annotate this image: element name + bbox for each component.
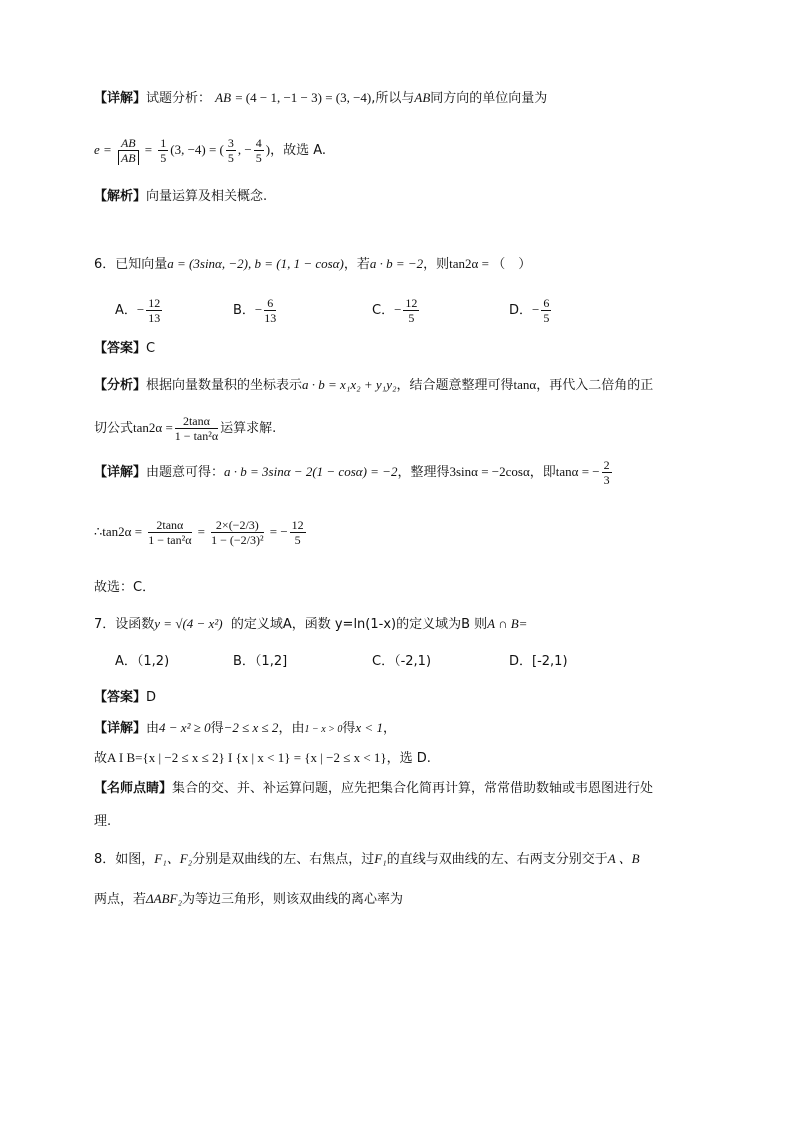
e-lhs: e = bbox=[94, 142, 112, 157]
q6-option-c: C．− $\frac{12}{5}$ bbox=[372, 296, 418, 325]
q6-final-lhs: ∴tan2α = bbox=[94, 524, 143, 539]
vector-ab: AB bbox=[215, 90, 232, 105]
q6-fenxi-tan: tanα bbox=[513, 377, 537, 392]
frac-1-5: $\frac{1}{5}$ bbox=[160, 136, 167, 165]
q6-conclusion bbox=[94, 578, 155, 598]
detail-label: 【详解】 bbox=[94, 91, 147, 106]
q6-fenxi-a: 根据向量数量积的坐标表示 bbox=[146, 378, 303, 393]
q7-mingshi-line1: 【名师点睛】集合的交、并、补运算问题，应先把集合化简再计算，常常借助数轴或韦恩图进行处 bbox=[94, 781, 654, 796]
q6-final-line bbox=[94, 518, 308, 547]
q5-unit-vector-line bbox=[94, 136, 326, 165]
q5-analysis-text: 向量运算及相关概念. bbox=[146, 189, 268, 204]
q6-final-eq: = bbox=[197, 524, 205, 539]
q5-detail-expr: = (4 − 1, −1 − 3) = (3, −4) bbox=[235, 90, 372, 105]
mingshi-label: 【名师点睛】 bbox=[94, 781, 173, 796]
q8-stem-line1: 8．如图，F₁、F₂分别是双曲线的左、右焦点，过F₁的直线与双曲线的左、右两支分别交于A 、B bbox=[94, 851, 640, 867]
q6-stem bbox=[94, 254, 531, 275]
q7-stem-b: 的定义域A，函数 y=ln(1-x)的定义域为B 则 bbox=[230, 617, 488, 632]
q5-detail-text2: ,所以与 bbox=[371, 91, 415, 106]
q6-fenxi-line1 bbox=[94, 375, 653, 396]
answer-label: 【答案】 bbox=[94, 341, 147, 356]
q6-detail-line bbox=[94, 458, 614, 487]
q6-stem-b: ，若 bbox=[343, 257, 370, 272]
q6-fenxi-expr: a · b = x₁x₂ + y₁y₂ bbox=[302, 377, 397, 392]
q6-conclusion-text: 故选：C． bbox=[94, 580, 156, 595]
q6-detail-frac: $\frac{2}{3}$ bbox=[603, 458, 610, 487]
q5-analysis-line bbox=[94, 187, 267, 207]
vector-ab-2: AB bbox=[414, 90, 431, 105]
q7-answer-value: D bbox=[146, 690, 157, 705]
q6-stem-c: ，则 bbox=[423, 257, 450, 272]
e-vec: (3, −4) = ( bbox=[170, 142, 224, 157]
equals: = bbox=[144, 142, 153, 157]
q6-final-frac1: $\frac{2\tan\alpha}{\text{1 − tan²α}}$ bbox=[148, 518, 192, 547]
fenxi-label: 【分析】 bbox=[94, 378, 147, 393]
q6-final-frac2: $\frac{2\times(-2/3)}{\text{1 − (−2/3)²}}$ bbox=[211, 518, 264, 547]
q6-detail-expr3: tanα = − bbox=[555, 464, 600, 479]
q7-option-b: B．（1,2] bbox=[233, 654, 288, 669]
e-comma: , − bbox=[237, 142, 252, 157]
analysis-label: 【解析】 bbox=[94, 189, 147, 204]
frac-4-5: $\frac{4}{5}$ bbox=[255, 136, 262, 165]
q6-detail-c: ，即 bbox=[529, 465, 556, 480]
q6-fenxi-frac: $\frac{2\tan\alpha}{\text{1 − tan²α}}$ bbox=[174, 414, 219, 443]
ab-over-norm: $\frac{AB}{AB}$ bbox=[118, 136, 139, 165]
q6-tan: tan2α = （ ） bbox=[449, 256, 532, 271]
q6-fenxi-c: ，再代入二倍角的正 bbox=[536, 378, 654, 393]
q6-option-b: B．− $\frac{6}{13}$ bbox=[233, 296, 277, 325]
q5-detail-line bbox=[94, 88, 547, 109]
q7-stem-a: 7．设函数 bbox=[94, 617, 155, 632]
q6-option-d: D．− $\frac{6}{5}$ bbox=[509, 296, 550, 325]
q7-option-c: C．（-2,1) bbox=[372, 654, 432, 669]
q8-stem-line2: 两点，若ΔABF₂为等边三角形，则该双曲线的离心率为 bbox=[94, 891, 404, 907]
q6-detail-b: ，整理得 bbox=[397, 465, 450, 480]
frac-3-5: $\frac{3}{5}$ bbox=[227, 136, 234, 165]
q6-detail-expr2: 3sinα = −2cosα bbox=[449, 464, 530, 479]
detail-label-q6: 【详解】 bbox=[94, 465, 147, 480]
q7-detail-line2: 故A I B={x | −2 ≤ x ≤ 2} I {x | x < 1} = {x | −2 ≤ x < 1}，选 D. bbox=[94, 750, 431, 766]
q6-dot: a · b = −2 bbox=[369, 256, 424, 271]
q7-fn: y = √(4 − x²) bbox=[154, 616, 223, 631]
q6-final-frac3: $\frac{12}{5}$ bbox=[291, 518, 304, 547]
answer-label-q7: 【答案】 bbox=[94, 690, 147, 705]
q6-answer-value: C bbox=[146, 341, 156, 356]
q6-fenxi-b: ，结合题意整理可得 bbox=[396, 378, 514, 393]
norm-ab: AB bbox=[118, 151, 139, 165]
q6-vectors: a = (3sinα, −2), b = (1, 1 − cosα) bbox=[167, 256, 344, 271]
q6-detail-a: 由题意可得： bbox=[146, 465, 225, 480]
q6-fenxi-tan2: tan2α = bbox=[133, 420, 173, 435]
detail-label-q7: 【详解】 bbox=[94, 721, 147, 736]
q6-answer bbox=[94, 339, 155, 359]
q7-detail-line1: 【详解】由4 − x² ≥ 0得−2 ≤ x ≤ 2，由1 − x > 0得x < 1， bbox=[94, 720, 396, 736]
q7-stem bbox=[94, 614, 527, 635]
q6-fenxi-e: 运算求解. bbox=[220, 421, 277, 436]
q6-option-a: A．− $\frac{12}{13}$ bbox=[115, 296, 161, 325]
q6-stem-a: 6．已知向量 bbox=[94, 257, 168, 272]
q5-detail-text3: 同方向的单位向量为 bbox=[430, 91, 548, 106]
q7-answer bbox=[94, 688, 156, 708]
q7-set: A ∩ B= bbox=[487, 616, 528, 631]
q6-detail-expr1: a · b = 3sinα − 2(1 − cosα) = −2 bbox=[224, 464, 398, 479]
q7-option-d: D．[-2,1) bbox=[509, 654, 568, 669]
q6-final-res: = − bbox=[269, 524, 288, 539]
e-close: ) bbox=[265, 142, 271, 157]
q7-mingshi-line2: 理. bbox=[94, 814, 112, 829]
q6-fenxi-line2 bbox=[94, 414, 276, 443]
q6-fenxi-d: 切公式 bbox=[94, 421, 134, 436]
q5-detail-text: 试题分析： bbox=[146, 91, 212, 106]
e-tail: ，故选 A. bbox=[270, 143, 327, 158]
q7-option-a: A．（1,2) bbox=[115, 654, 170, 669]
